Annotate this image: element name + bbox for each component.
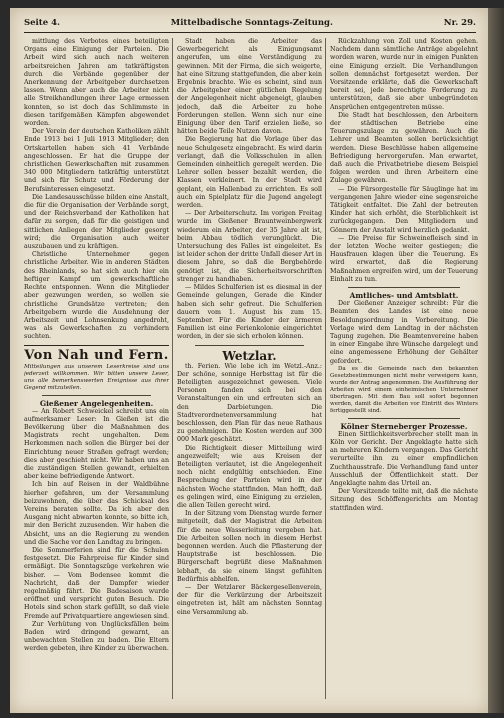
article-paragraph: — Der Wetzlarer Bäckergesellenverein, der für die Verkürzung der Arbeitszeit eingetreten ist, hält am nächsten Sonntag eine Versammlung ab. (177, 584, 322, 616)
article-heading: Wetzlar. (222, 348, 277, 363)
newspaper-title: Mittelbadische Sonntags-Zeitung. (170, 18, 333, 28)
section-rule (24, 345, 169, 346)
article-heading: Amtliches- und Amtsblatt. (349, 291, 459, 301)
article-paragraph: — An Robert Schweickel schreibt uns ein aufmerksamer Leser: In Gießen ist die Bevölkerung über die Maßnahmen des Magistrats recht ungehalten. Dem Herkommen nach sollen die Bürger bei der Einrichtung neuer Straßen gefragt werden; dies aber geschieht nicht. Wir haben uns an die zuständigen Stellen gewandt, erhielten aber keine befriedigende Antwort. (24, 407, 169, 481)
article-paragraph: Die Landesausschüsse bilden eine Anstalt, die für die Organisation der Verbände sorgt, und der Reichsverband der Katholiken hat dafür zu sorgen, daß für die geistigen und sittlichen Anliegen der Mitglieder gesorgt wird; die Organisation auch weiter auszubauen und zu kräftigen. (24, 193, 169, 251)
header-rule (24, 32, 476, 33)
page-number: Seite 4. (24, 18, 60, 28)
section-title: Von Nah und Fern. (24, 347, 169, 363)
divider (195, 345, 304, 346)
divider (348, 287, 460, 288)
divider (42, 395, 151, 396)
article-paragraph: Christliche Unternehmer gegen christliche Arbeiter. Wie in anderen Städten des Rheinlands, so hat sich auch hier ein heftiger Kampf um gewerkschaftliche Rechte entsponnen. Wenn die Mitglieder aber gezwungen werden, so wollen sie christliche Grundsätze vertreten; den Arbeitgebern wurde die Ausdehnung der Arbeitszeit und Lohnsenkung angedroht, was als Gewerkschaften zu verhindern suchten. (24, 251, 169, 341)
article-paragraph: Der Gießener Anzeiger schreibt: Für die Beamten des Landes ist eine neue Besoldungsordnung in Vorbereitung. Die Vorlage wird dem Landtag in der nächsten Tagung zugehen. Die Beamtenvereine haben in einer Eingabe ihre Wünsche dargelegt und eine angemessene Erhöhung der Gehälter gefordert. (330, 300, 478, 365)
issue-number: Nr. 29. (443, 18, 476, 28)
column-divider (172, 38, 173, 699)
article-paragraph: Ich bin auf Reisen in der Waldbühne hierher gefahren, um der Versammlung beizuwohnen, die über das Schicksal des Vereins beraten sollte. Da ich aber den Ausgang nicht abwarten konnte, so bitte ich, mir den Bericht zuzusenden. Wir haben die Absicht, uns an die Regierung zu wenden und die Sache vor den Landtag zu bringen. (24, 481, 169, 546)
article-paragraph: Die Richtigkeit dieser Mitteilung wird angezweifelt; wie aus Kreisen der Beteiligten verlautet, ist die Angelegenheit noch nicht endgültig entschieden. Eine Besprechung der Parteien wird in der nächsten Woche stattfinden. Man hofft, daß es gelingen wird, eine Einigung zu erzielen, die allen Teilen gerecht wird. (177, 444, 322, 509)
article-subtitle: Gießener Angelegenheiten. (39, 398, 154, 408)
column-left (24, 38, 169, 701)
article-paragraph: Der Verein der deutschen Katholiken zählt Ende 1913 bei 1 Juli 1913 Mitglieder; den Ortskartellen haben sich 41 Verbände angeschlossen. Er hat die Gruppe der christlichen Gewerkschaften mit zusammen 340 000 Mitgliedern tatkräftig unterstützt und sich für Schutz und Förderung der Berufsinteressen eingesetzt. (24, 128, 169, 193)
article-paragraph: Die Regierung hat die Vorlage über das neue Schulgesetz eingebracht. Es wird darin verlangt, daß die Volksschulen in allen Gemeinden einheitlich geregelt werden. Die Lehrer sollen besser bezahlt werden, die Klassen verkleinert. In der Stadt wird geplant, ein Hallenbad zu errichten. Es soll auch ein Spielplatz für die Jugend angelegt werden. (177, 136, 322, 210)
article-paragraph: — Die Fürsorgestelle für Säuglinge hat im vergangenen Jahre wieder eine segensreiche Tätigkeit entfaltet. Die Zahl der betreuten Kinder hat sich erhöht, die Sterblichkeit ist zurückgegangen. Den Mitgliedern und Gönnern der Anstalt wird herzlich gedankt. (330, 185, 478, 234)
book-binding-edge (488, 8, 504, 713)
article-paragraph: — Mildes Schulferien ist es diesmal in der Gemeinde gelungen, Gerade die Kinder haben sich sehr gefreut. Die Schulferien dauern vom 1. August bis zum 15. September. Für die Kinder der ärmeren Familien ist eine Ferienkolonie eingerichtet worden, in der sie sich erholen können. (177, 284, 322, 341)
column-divider (325, 38, 326, 699)
divider (348, 418, 460, 419)
article-paragraph: Einen Sittlichkeitsverbrecher stellt man in Köln vor Gericht. Der Angeklagte hatte sich an mehreren Kindern vergangen. Das Gericht verurteilte ihn zu einer empfindlichen Zuchthausstrafe. Die Verhandlung fand unter Ausschluß der Öffentlichkeit statt. Der Angeklagte nahm das Urteil an. (330, 430, 478, 487)
article-paragraph: Der Vorsitzende teilte mit, daß die nächste Sitzung des Schöffengerichts am Montag stattfinden wird. (330, 488, 478, 512)
article-paragraph: In der Sitzung vom Dienstag wurde ferner mitgeteilt, daß der Magistrat die Arbeiten für die neue Wasserleitung vergeben hat. Die Arbeiten sollen noch in diesem Herbst begonnen werden. Auch die Pflasterung der Hauptstraße ist beschlossen. Die Bürgerschaft begrüßt diese Maßnahmen lebhaft, da sie einem längst gefühlten Bedürfnis abhelfen. (177, 510, 322, 583)
article-paragraph: — Die Preise für Schweinefleisch sind in der letzten Woche weiter gestiegen; die Hausfrauen klagen über die Teuerung. Es wird erwartet, daß die Regierung Maßnahmen ergreifen wird, um der Teuerung Einhalt zu tun. (330, 234, 478, 283)
column-middle (177, 38, 322, 701)
article-paragraph: Stadt haben die Arbeiter das Gewerbegericht als Einigungsamt angerufen, um eine Verständigung zu gewinnen. Mit der Firma, die sich weigerte, hat eine Sitzung stattgefunden, die aber kein Ergebnis brachte. Wie es scheint, sind nun die Arbeitgeber einer gütlichen Regelung der Angelegenheit nicht abgeneigt, glauben jedoch, daß die Arbeiter zu hohe Forderungen stellen. Wenn sich nur eine Einigung über den Tarif erzielen ließe, so hätten beide Teile Nutzen davon. (177, 38, 322, 136)
article-paragraph: th. Ferien. Wie lebe ich im Wetzl.-Anz.: Der schöne, sonnige Herbsttag ist für die Beteiligten ausgezeichnet gewesen. Viele Personen fanden sich bei den Veranstaltungen ein und erfreuten sich an den Darbietungen. Die Stadtverordnetenversammlung hat beschlossen, den Plan für das neue Rathaus zu genehmigen. Die Kosten werden auf 300 000 Mark geschätzt. (177, 362, 322, 444)
article-paragraph: Rückzahlung von Zoll und Kosten gehen. Nachdem dann sämtliche Anträge abgelehnt worden waren, wurde nur in einigen Punkten eine Einigung erzielt. Die Verhandlungen sollen demnächst fortgesetzt werden. Der Vorsitzende erklärte, daß die Gewerkschaft bereit sei, jede berechtigte Forderung zu unterstützen, daß sie aber unbegründeten Ansprüchen entgegentreten müsse. (330, 38, 478, 111)
article-paragraph: mittlung des Verbotes eines beteiligten Organs eine Einigung der Parteien. Die Arbeit wird sich auch nach weiteren arbeitsreichen Jahren am tatkräftigsten durch die Verbände gegenüber der Anerkennung der Arbeitgeber durchsetzen lassen. Wenn aber auch die Arbeiter nicht alle Streikhandlungen ihrer Lage ermessen konnten, so ist doch das Schlimmste in diesen tarifgemäßen Kämpfen abgewendet worden. (24, 38, 169, 128)
page-header (24, 16, 476, 30)
column-right (330, 38, 478, 701)
editor-note: Mitteilungen aus unserem Leserkreise sind uns jederzeit willkommen. Wir bitten unsere Leser, uns alle bemerkenswerten Ereignisse aus ihrer Gegend mitzuteilen. (24, 363, 169, 391)
article-heading: Kölner Sterneberger Prozesse. (340, 421, 468, 431)
article-paragraph: Die Stadt hat beschlossen, den Arbeitern der städtischen Betriebe eine Teuerungszulage zu gewähren. Auch die Lehrer und Beamten sollen berücksichtigt werden. Diese Beschlüsse haben allgemeine Befriedigung hervorgerufen. Man erwartet, daß auch die Privatbetriebe diesem Beispiel folgen werden und ihren Arbeitern eine Zulage gewähren. (330, 111, 478, 185)
article-paragraph: Die Sommerferien sind für die Schulen festgesetzt. Die Fahrpreise für Kinder sind ermäßigt. Die Sonntagszüge verkehren wie bisher. — Vom Bodensee kommt die Nachricht, daß der Dampfer wieder regelmäßig fährt. Die Badesaison wurde eröffnet und verspricht guten Besuch. Die Hotels sind schon stark gefüllt, so daß viele Fremde auf Privatquartiere angewiesen sind. (24, 546, 169, 620)
article-paragraph: — Der Arbeiterschutz. Im vorigen Freitag wurde im Gießener Brauntweinbergwerk wiederum ein Arbeiter, der 35 Jahre alt ist, beim Abbau tödlich verunglückt. Die Untersuchung des Falles ist eingeleitet. Es ist leider schon der dritte Unfall dieser Art in diesem Jahre, so daß die Bergbehörde genötigt ist, die Sicherheitsvorschriften strenger zu handhaben. (177, 210, 322, 283)
article-paragraph-small: Da es die Gemeinde nach den bekannten Gesetzbestimmungen nicht mehr verweigern kann, wurde der Antrag angenommen. Die Ausführung der Arbeiten wird einem einheimischen Unternehmer übertragen. Mit dem Bau soll sofort begonnen werden, damit die Arbeiten vor Eintritt des Winters fertiggestellt sind. (330, 365, 478, 414)
article-paragraph: Zur Verhütung von Unglücksfällen beim Baden wird dringend gewarnt, an unbewachten Stellen zu baden. Die Eltern werden gebeten, ihre Kinder zu überwachen. (24, 620, 169, 653)
newspaper-page (10, 8, 488, 713)
